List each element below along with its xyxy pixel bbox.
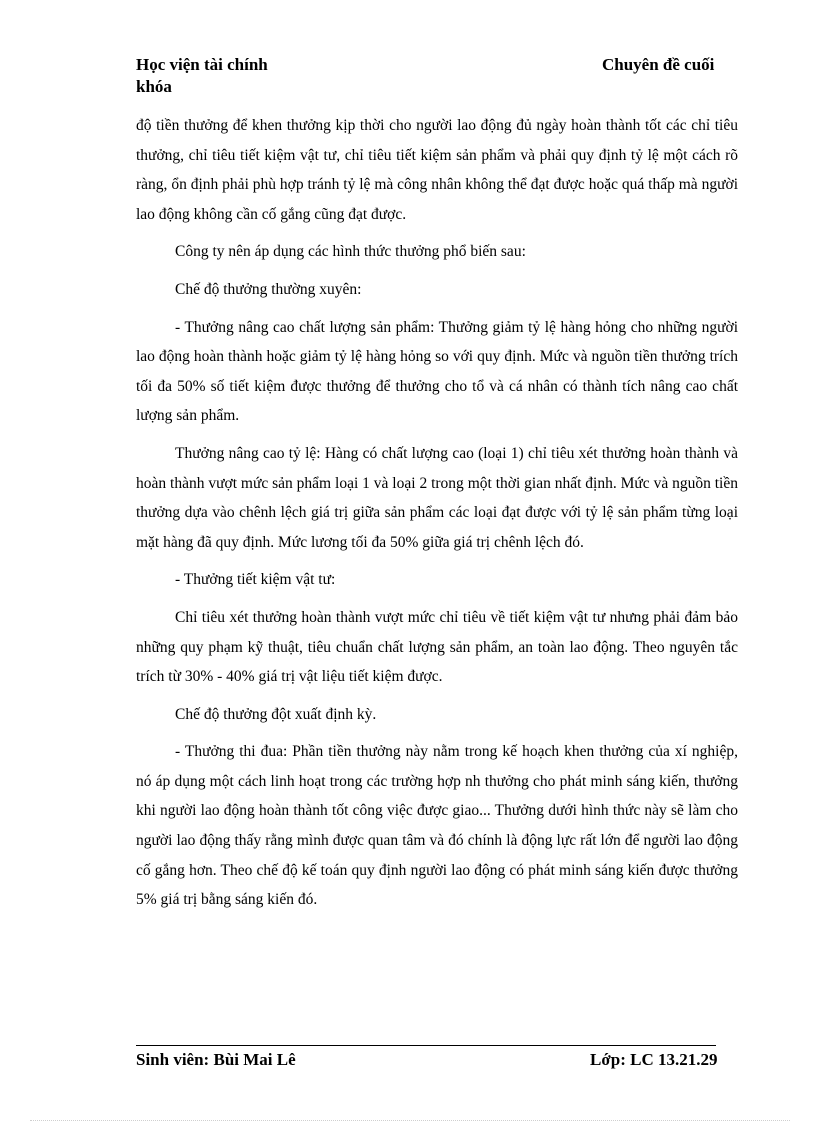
paragraph-2: Công ty nên áp dụng các hình thức thưởng phổ biến sau:: [175, 243, 526, 261]
paragraph-8: Chế độ thưởng đột xuất định kỳ.: [175, 705, 377, 723]
header-doc-type: Chuyên đề cuối: [602, 55, 715, 74]
header-school: Học viện tài chính: [136, 55, 268, 74]
paragraph-3: Chế độ thưởng thường xuyên:: [175, 280, 362, 298]
paragraph-5: Thưởng nâng cao tỷ lệ: Hàng có chất lượng cao (loại 1) chỉ tiêu xét thưởng hoàn thành và hoàn thành vượt mức sản phẩm loại 1 và loại 2 trong một thời gian nhất định. Mức và nguồn tiền thưởng dựa vào chênh lệch giá trị giữa sản phẩm các loại đạt được với tỷ lệ sản phẩm từng loại mặt hàng đã quy định. Mức lương tối đa 50% giữa giá trị chênh lệch đó.: [136, 444, 738, 551]
footer-divider: [136, 1045, 716, 1046]
document-body: [136, 111, 738, 923]
footer-student-name: Bùi Mai Lê: [213, 1050, 296, 1069]
paragraph-7: Chỉ tiêu xét thưởng hoàn thành vượt mức chỉ tiêu về tiết kiệm vật tư nhưng phải đảm bảo những quy phạm kỹ thuật, tiêu chuẩn chất lượng sản phẩm, an toàn lao động. Theo nguyên tắc trích từ 30% - 40% giá trị vật liệu tiết kiệm được.: [136, 608, 738, 686]
paragraph-6: - Thưởng tiết kiệm vật tư:: [175, 571, 336, 589]
header-doc-type-wrap: khóa: [136, 77, 172, 96]
footer-student: [136, 1049, 296, 1071]
footer-student-label: Sinh viên:: [136, 1050, 210, 1069]
footer-class: Lớp: LC 13.21.29: [590, 1050, 718, 1069]
paragraph-4: - Thưởng nâng cao chất lượng sản phẩm: Thưởng giảm tỷ lệ hàng hỏng cho những người lao động hoàn thành hoặc giảm tỷ lệ hàng hỏng so với quy định. Mức và nguồn tiền thưởng trích tối đa 50% số tiết kiệm được thưởng để thưởng cho tổ và cá nhân có thành tích nâng cao chất lượng sản phẩm.: [136, 318, 738, 425]
paragraph-1: độ tiền thưởng để khen thưởng kịp thời cho người lao động đủ ngày hoàn thành tốt các chỉ tiêu thưởng, chỉ tiêu tiết kiệm vật tư, chỉ tiêu tiết kiệm sản phẩm và phải quy định tỷ lệ một cách rõ ràng, ổn định phải phù hợp tránh tỷ lệ mà công nhân không thể đạt được hoặc quá thấp mà người lao động không cần cố gắng cũng đạt được.: [136, 117, 738, 223]
paragraph-9: - Thưởng thi đua: Phần tiền thưởng này nằm trong kế hoạch khen thưởng của xí nghiệp, nó áp dụng một cách linh hoạt trong các trường hợp nh thưởng cho phát minh sáng kiến, thưởng khi người lao động hoàn thành tốt công việc được giao... Thưởng dưới hình thức này sẽ làm cho người lao động thấy rằng mình được quan tâm và đó chính là động lực rất lớn để người lao động cố gắng hơn. Theo chế độ kế toán quy định người lao động có phát minh sáng kiến được thưởng 5% giá trị bằng sáng kiến đó.: [136, 743, 738, 909]
page-bottom-edge: [30, 1120, 790, 1121]
